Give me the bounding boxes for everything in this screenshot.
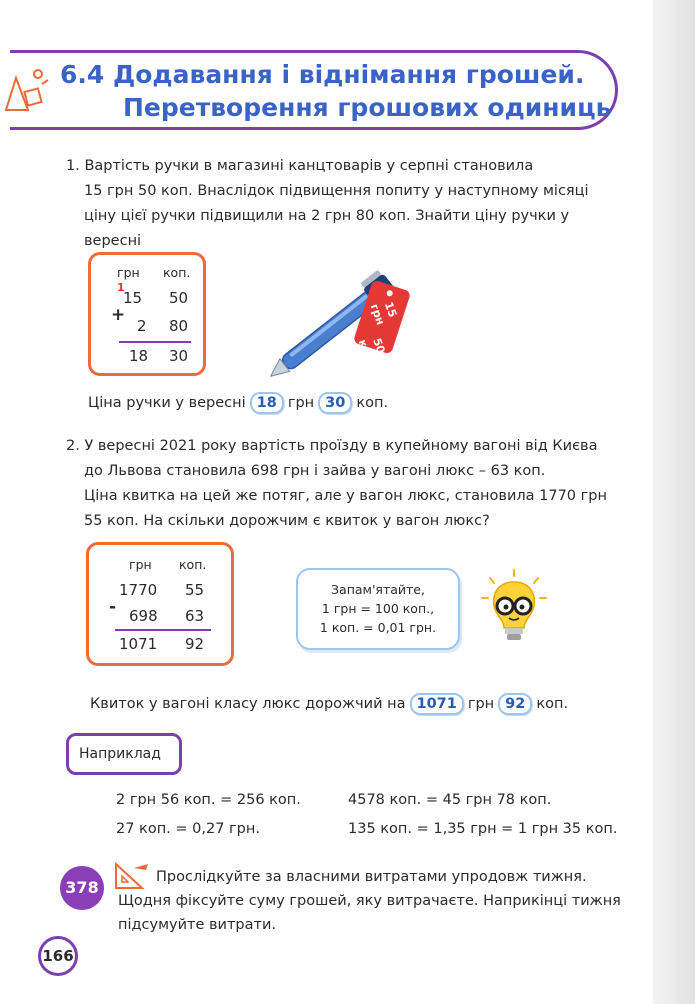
geometry-tools-icon	[2, 60, 52, 120]
pen-icon	[270, 252, 440, 392]
exercise-line: підсумуйте витрати.	[118, 917, 276, 933]
unit-kop: коп.	[536, 696, 569, 712]
task2-text	[66, 434, 607, 534]
col-header-uah: грн	[117, 265, 140, 280]
difference-line	[115, 629, 211, 631]
task1-answer	[88, 392, 388, 414]
answer-kop-value: 30	[318, 392, 352, 414]
task2-line: до Львова становила 698 грн і зайва у вагоні люкс – 63 коп.	[84, 463, 546, 479]
task2-line: Ціна квитка на цей же потяг, але у вагон люкс, становила 1770 грн	[84, 488, 607, 504]
col-header-kop: коп.	[163, 265, 191, 280]
section-title-line1: 6.4 Додавання і віднімання грошей.	[60, 60, 585, 89]
example-item: 27 коп. = 0,27 грн.	[116, 821, 260, 837]
task2-calculation-box	[86, 542, 234, 666]
task1-line: ціну цієї ручки підвищили на 2 грн 80 коп. Знайти ціну ручки у	[84, 208, 570, 224]
plus-sign: +	[111, 305, 126, 325]
answer-uah-value: 1071	[410, 693, 464, 715]
example-item: 135 коп. = 1,35 грн = 1 грн 35 коп.	[348, 821, 618, 837]
calc-value: 80	[169, 317, 189, 335]
answer-prefix: Квиток у вагоні класу люкс дорожчий на	[90, 696, 406, 712]
calc-value: 55	[185, 581, 205, 599]
remember-line: Запам'ятайте,	[331, 582, 425, 597]
calc-result: 18	[129, 347, 149, 365]
example-label: Наприклад	[66, 733, 182, 775]
lightbulb-icon	[478, 568, 550, 652]
task1-text	[66, 154, 589, 254]
col-header-kop: коп.	[179, 557, 207, 572]
section-title-line2: Перетворення грошових одиниць	[123, 93, 612, 122]
calc-result: 1071	[119, 635, 158, 653]
answer-prefix: Ціна ручки у вересні	[88, 395, 246, 411]
unit-uah: грн	[287, 395, 315, 411]
task2-answer	[90, 693, 568, 715]
remember-line: 1 коп. = 0,01 грн.	[319, 620, 437, 635]
unit-kop: коп.	[356, 395, 389, 411]
answer-uah-value: 18	[250, 392, 284, 414]
task1-line: 15 грн 50 коп. Внаслідок підвищення попиту у наступному місяці	[84, 183, 589, 199]
sum-line	[119, 341, 191, 343]
task2-line: 2. У вересні 2021 року вартість проїзду в купейному вагоні від Києва	[66, 438, 598, 454]
exercise-number-badge: 378	[60, 866, 104, 910]
example-item: 2 грн 56 коп. = 256 коп.	[116, 792, 301, 808]
price-tag-kop: 50 коп	[355, 336, 388, 364]
exercise-line: Прослідкуйте за власними витратами упродовж тижня.	[156, 869, 587, 885]
task1-line: вересні	[84, 233, 142, 249]
minus-sign: -	[109, 597, 117, 617]
carry-digit: 1	[117, 281, 125, 294]
task1-line: 1. Вартість ручки в магазині канцтоварів у серпні становила	[66, 158, 534, 174]
col-header-uah: грн	[129, 557, 152, 572]
example-item: 4578 коп. = 45 грн 78 коп.	[348, 792, 552, 808]
exercise-line: Щодня фіксуйте суму грошей, яку витрачаєте. Наприкінці тижня	[118, 893, 621, 909]
page-edge	[653, 0, 695, 1004]
remember-note	[296, 568, 460, 650]
calc-value: 698	[129, 607, 158, 625]
exercise-text	[118, 865, 621, 937]
calc-value: 2	[137, 317, 147, 335]
calc-value: 1770	[119, 581, 158, 599]
calc-value: 63	[185, 607, 205, 625]
unit-uah: грн	[467, 696, 495, 712]
remember-line: 1 грн = 100 коп.,	[321, 601, 435, 616]
calc-result: 92	[185, 635, 205, 653]
price-tag-uah: 15 грн	[367, 300, 400, 327]
page-number: 166	[38, 936, 78, 976]
task2-line: 55 коп. На скільки дорожчим є квиток у вагон люкс?	[84, 513, 490, 529]
calc-value: 15	[123, 289, 143, 307]
task1-calculation-box	[88, 252, 206, 376]
calc-result: 30	[169, 347, 189, 365]
calc-value: 50	[169, 289, 189, 307]
answer-kop-value: 92	[498, 693, 532, 715]
